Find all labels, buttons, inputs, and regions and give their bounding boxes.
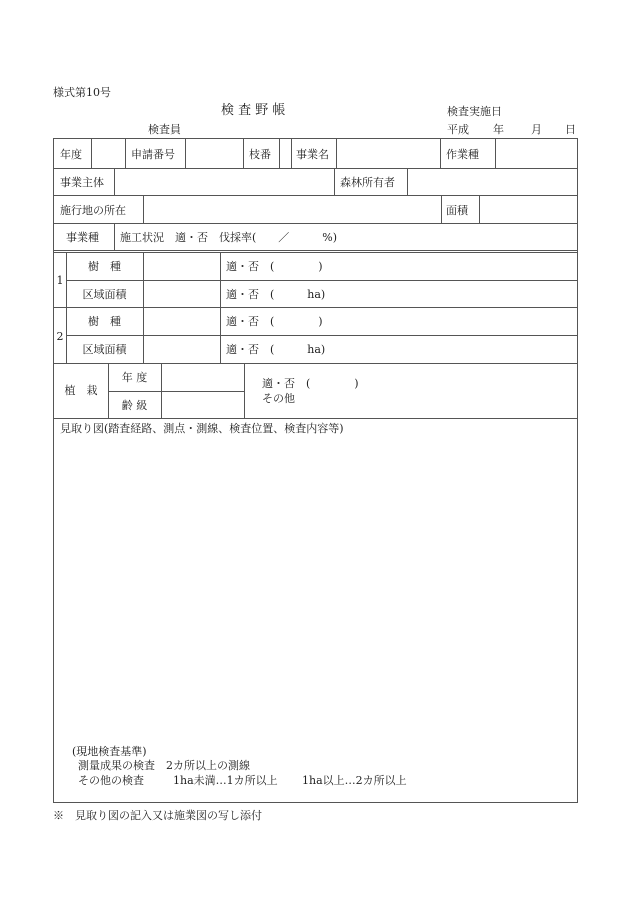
row-divider (54, 223, 577, 224)
planting-year-label: 年 度 (121, 371, 148, 384)
col-divider (495, 139, 496, 168)
row-divider (108, 391, 244, 392)
block-number: 2 (56, 330, 64, 343)
row-divider-double (54, 252, 577, 253)
col-divider (114, 168, 115, 195)
work-type-label: 作業種 (446, 148, 479, 161)
application-number-label: 申請番号 (131, 148, 175, 161)
row-divider (54, 195, 577, 196)
zone-area-check: 適・否 ( ha) (226, 343, 326, 356)
operator-label: 事業主体 (60, 176, 104, 189)
row-divider (54, 168, 577, 169)
col-divider (291, 139, 292, 168)
planting-check: 適・否 ( ) (262, 377, 359, 390)
col-divider (407, 168, 408, 195)
col-divider (143, 195, 144, 223)
col-divider (91, 139, 92, 168)
project-name-label: 事業名 (296, 148, 329, 161)
row-divider (54, 307, 577, 308)
col-divider (441, 195, 442, 223)
species-label: 樹 種 (88, 315, 121, 328)
block-number: 1 (56, 274, 64, 287)
criteria-other-small: 1ha未満…1カ所以上 (173, 774, 278, 787)
inspection-date-label: 検査実施日 (447, 105, 502, 118)
planting-other: その他 (262, 392, 295, 405)
year-label: 年 (493, 123, 504, 136)
era-label: 平成 (447, 123, 469, 136)
construction-status-text: 施工状況 適・否 伐採率( ／ %) (120, 231, 338, 244)
inspector-label: 検査員 (148, 123, 181, 136)
col-divider (161, 363, 162, 418)
planting-label: 植 栽 (64, 384, 98, 397)
day-label: 日 (565, 123, 576, 136)
col-divider (220, 252, 221, 363)
col-divider (185, 139, 186, 168)
area-label: 面積 (446, 204, 468, 217)
col-divider (114, 223, 115, 250)
species-check: 適・否 ( ) (226, 260, 323, 273)
col-divider (479, 195, 480, 223)
form-title: 検 査 野 帳 (221, 103, 286, 118)
col-divider (440, 139, 441, 168)
criteria-survey: 測量成果の検査 2カ所以上の測線 (78, 759, 250, 772)
col-divider (143, 252, 144, 363)
zone-area-label: 区域面積 (82, 288, 127, 301)
col-divider (336, 139, 337, 168)
species-label: 樹 種 (88, 260, 121, 273)
row-divider (54, 250, 577, 251)
col-divider (125, 139, 126, 168)
row-divider (54, 418, 577, 419)
location-label: 施行地の所在 (60, 204, 126, 217)
row-divider (54, 363, 577, 364)
species-check: 適・否 ( ) (226, 315, 323, 328)
col-divider (334, 168, 335, 195)
criteria-other-large: 1ha以上…2カ所以上 (302, 774, 407, 787)
col-divider (244, 363, 245, 418)
fiscal-year-label: 年度 (60, 148, 82, 161)
forest-owner-label: 森林所有者 (340, 176, 395, 189)
footnote: ※ 見取り図の記入又は施業図の写し添付 (53, 809, 262, 822)
branch-number-label: 枝番 (249, 148, 271, 161)
project-type-label: 事業種 (66, 231, 99, 244)
zone-area-label: 区域面積 (82, 343, 127, 356)
form-number: 様式第10号 (53, 86, 111, 99)
criteria-title: (現地検査基準) (72, 745, 147, 758)
col-divider (243, 139, 244, 168)
criteria-other-label: その他の検査 (78, 774, 144, 787)
sketch-label: 見取り図(踏査経路、測点・測線、検査位置、検査内容等) (60, 422, 344, 435)
col-divider (279, 139, 280, 168)
month-label: 月 (531, 123, 542, 136)
zone-area-check: 適・否 ( ha) (226, 288, 326, 301)
inspection-form (53, 138, 578, 803)
planting-age-label: 齢 級 (121, 399, 148, 412)
